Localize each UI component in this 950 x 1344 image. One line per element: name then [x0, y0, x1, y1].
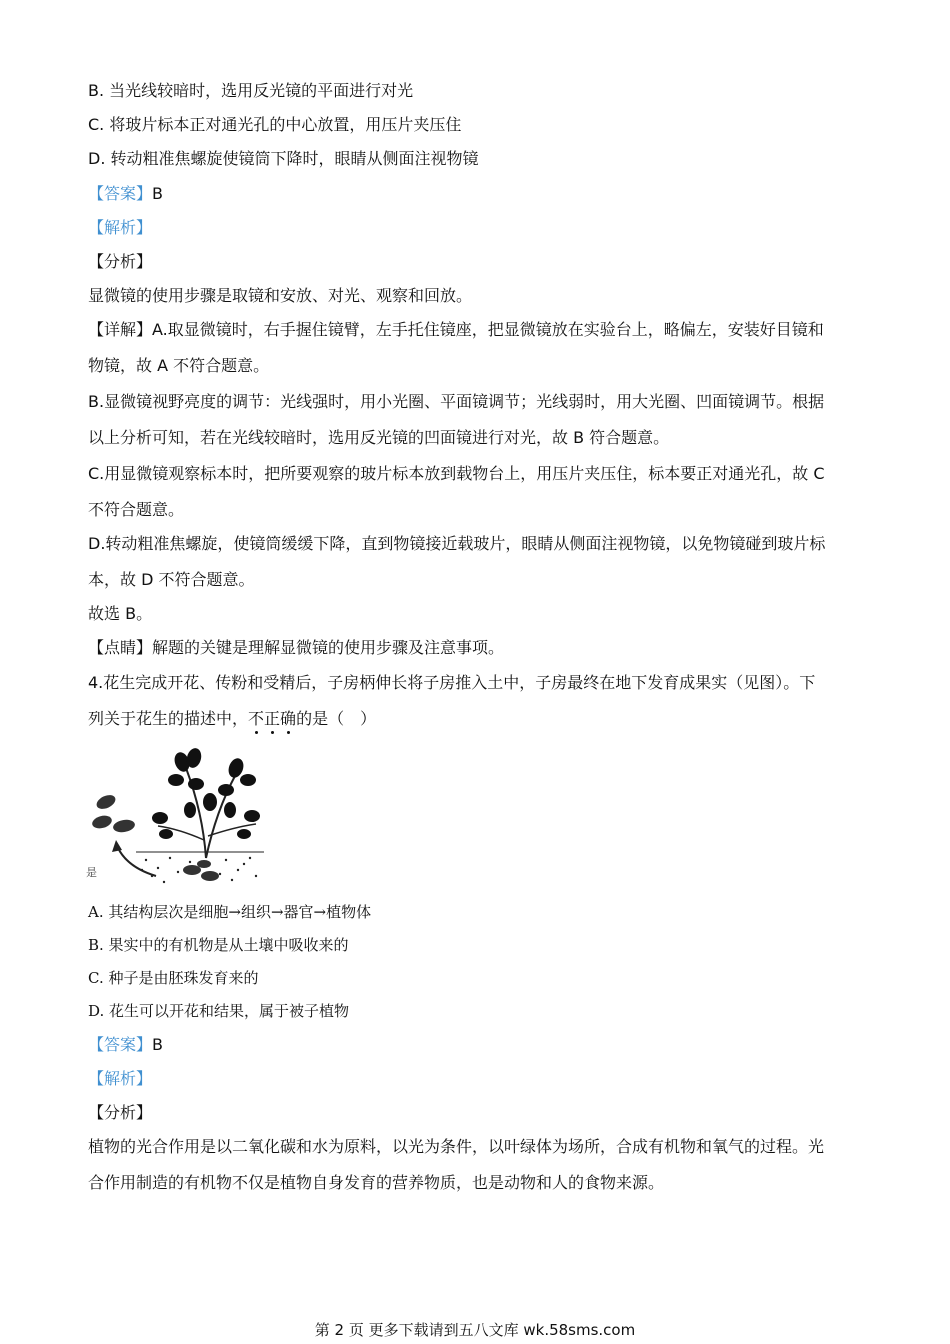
q3-detail-d-line2: 本，故 D 不符合题意。	[88, 570, 255, 589]
q3-detail-a	[88, 319, 824, 341]
q3-answer	[88, 183, 163, 205]
q4-option-d: D. 花生可以开花和结果，属于被子植物	[88, 1002, 350, 1020]
dianjing-text: 解题的关键是理解显微镜的使用步骤及注意事项。	[152, 638, 505, 657]
q3-conclusion: 故选 B。	[88, 604, 153, 623]
q3-detail-b-line1: B.显微镜视野亮度的调节：光线强时，用小光圈、平面镜调节；光线弱时，用大光圈、凹面镜调节。根据	[88, 392, 825, 411]
q3-detail-a-line2: 物镜，故 A 不符合题意。	[88, 356, 270, 375]
detail-tag: 【详解】	[88, 320, 153, 339]
q3-dianjing	[88, 637, 504, 659]
dianjing-tag: 【点睛】	[88, 638, 153, 657]
q4-option-a: A. 其结构层次是细胞→组织→器官→植物体	[88, 903, 372, 921]
q4-stem-line2	[88, 708, 376, 730]
q4-fenxi-tag: 【分析】	[88, 1103, 153, 1122]
answer-value: B	[152, 1035, 163, 1054]
stem-prefix: 列关于花生的描述中，	[88, 709, 249, 728]
stem-suffix: 的是（ ）	[296, 709, 377, 728]
page-footer: 第 2 页 更多下载请到五八文库 wk.58sms.com	[314, 1321, 636, 1339]
emphasis-char: 正	[264, 709, 280, 728]
q3-detail-d-line1: D.转动粗准焦螺旋，使镜筒缓缓下降，直到物镜接近载玻片，眼睛从侧面注视物镜，以免物镜碰到玻片标	[88, 534, 826, 553]
q4-fenxi-line2: 合作用制造的有机物不仅是植物自身发育的营养物质，也是动物和人的食物来源。	[88, 1173, 665, 1192]
q4-answer	[88, 1034, 163, 1056]
answer-tag: 【答案】	[88, 184, 153, 203]
q3-detail-c-line1: C.用显微镜观察标本时，把所要观察的玻片标本放到载物台上，用压片夹压住，标本要正对通光孔，故 C	[88, 464, 825, 483]
peanut-plant-figure	[86, 740, 276, 890]
detail-a-line1: A.取显微镜时，右手握住镜臂，左手托住镜座，把显微镜放在实验台上，略偏左，安装好目镜和	[152, 320, 824, 339]
emphasis-char: 确	[280, 709, 296, 728]
q4-option-c: C. 种子是由胚珠发育来的	[88, 969, 259, 987]
q3-fenxi-tag: 【分析】	[88, 252, 153, 271]
q4-analysis-tag: 【解析】	[88, 1069, 153, 1088]
q4-option-b: B. 果实中的有机物是从土壤中吸收来的	[88, 936, 349, 954]
q4-fenxi-line1: 植物的光合作用是以二氧化碳和水为原料，以光为条件，以叶绿体为场所，合成有机物和氧气的过程。光	[88, 1137, 825, 1156]
q3-detail-b-line2: 以上分析可知，若在光线较暗时，选用反光镜的凹面镜进行对光，故 B 符合题意。	[88, 428, 670, 447]
q3-detail-c-line2: 不符合题意。	[88, 500, 185, 519]
emphasis-char: 不	[248, 709, 264, 728]
answer-value: B	[152, 184, 163, 203]
figure-label: 是	[86, 866, 97, 879]
q3-option-d: D. 转动粗准焦螺旋使镜筒下降时，眼睛从侧面注视物镜	[88, 149, 479, 168]
q3-option-c: C. 将玻片标本正对通光孔的中心放置，用压片夹压住	[88, 115, 462, 134]
answer-tag: 【答案】	[88, 1035, 153, 1054]
q3-option-b: B. 当光线较暗时，选用反光镜的平面进行对光	[88, 81, 414, 100]
q4-stem-line1: 4.花生完成开花、传粉和受精后，子房柄伸长将子房推入土中，子房最终在地下发育成果实（见图）。下	[88, 673, 816, 692]
q3-fenxi-text: 显微镜的使用步骤是取镜和安放、对光、观察和回放。	[88, 286, 473, 305]
q3-analysis-tag: 【解析】	[88, 218, 153, 237]
